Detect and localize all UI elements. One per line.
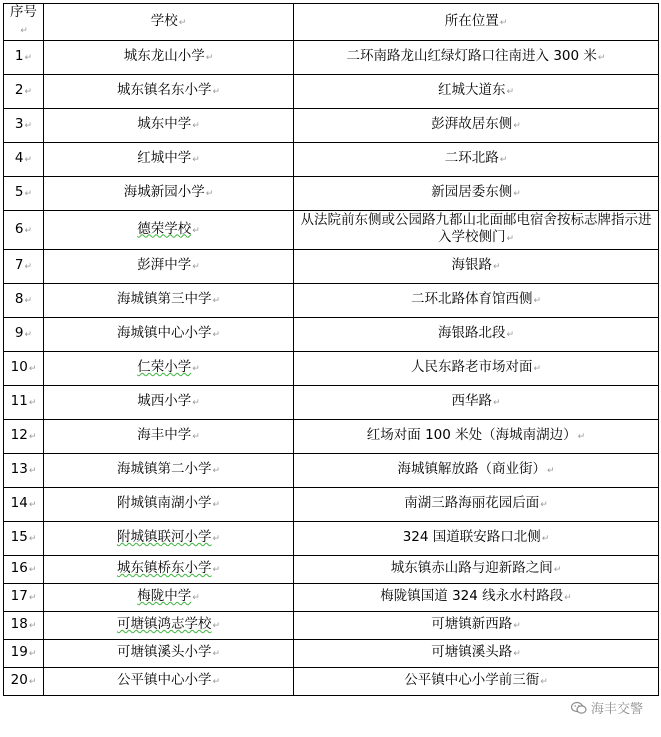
cell-school-text: 海城新园小学 [123, 184, 205, 200]
cell-no [4, 420, 44, 454]
cell-no [4, 454, 44, 488]
paragraph-mark: ↵ [212, 649, 221, 659]
paragraph-mark: ↵ [492, 398, 501, 408]
cell-location-text: 海城镇解放路（商业街） [397, 461, 546, 477]
cell-no-text: 8 [14, 291, 24, 307]
paragraph-mark: ↵ [24, 121, 33, 131]
cell-school [44, 318, 294, 352]
paragraph-mark: ↵ [212, 500, 221, 510]
cell-school-text: 城东镇名东小学 [116, 82, 212, 98]
cell-location [294, 522, 659, 556]
cell-location [294, 420, 659, 454]
cell-location-text: 可塘镇溪头路 [431, 644, 513, 660]
paragraph-mark: ↵ [28, 677, 37, 687]
watermark [571, 698, 643, 717]
cell-location [294, 640, 659, 668]
cell-location [294, 284, 659, 318]
cell-no-text: 7 [14, 257, 24, 273]
cell-no [4, 75, 44, 109]
cell-no-text: 13 [10, 461, 28, 477]
paragraph-mark: ↵ [28, 621, 37, 631]
paragraph-mark: ↵ [28, 500, 37, 510]
cell-no-text: 3 [14, 116, 24, 132]
cell-no [4, 41, 44, 75]
cell-school [44, 143, 294, 177]
paragraph-mark: ↵ [192, 121, 200, 131]
cell-no-text: 6 [14, 220, 24, 237]
paragraph-mark: ↵ [192, 398, 200, 408]
cell-school [44, 211, 294, 250]
watermark-text: 海丰交警 [590, 702, 643, 717]
cell-location [294, 177, 659, 211]
cell-no-text: 11 [10, 393, 28, 409]
paragraph-mark: ↵ [28, 432, 37, 442]
table-row [4, 352, 659, 386]
cell-no-text: 18 [10, 616, 28, 632]
cell-location-text: 海银路北段 [437, 325, 506, 341]
cell-school [44, 668, 294, 696]
cell-location-text: 红城大道东 [437, 82, 506, 98]
cell-no [4, 177, 44, 211]
cell-location [294, 668, 659, 696]
paragraph-mark: ↵ [192, 364, 200, 374]
paragraph-mark: ↵ [192, 155, 200, 165]
paragraph-mark: ↵ [513, 621, 521, 631]
cell-no-text: 10 [10, 359, 28, 375]
table-row [4, 488, 659, 522]
cell-location [294, 250, 659, 284]
table-row [4, 556, 659, 584]
cell-no-text: 19 [10, 644, 28, 660]
cell-location-text: 彭湃故居东侧 [431, 116, 513, 132]
paragraph-mark: ↵ [492, 262, 501, 272]
table-row [4, 109, 659, 143]
header-cell-no: 序号↵ [4, 4, 44, 41]
cell-location-text: 可塘镇新西路 [431, 616, 513, 632]
paragraph-mark: ↵ [192, 432, 200, 442]
cell-no-text: 17 [10, 588, 28, 604]
cell-school [44, 109, 294, 143]
cell-location [294, 318, 659, 352]
cell-school-text: 德荣学校 [137, 220, 192, 237]
cell-school-text: 城西小学 [137, 393, 192, 409]
cell-school-text: 梅陇中学 [137, 588, 192, 604]
cell-location [294, 143, 659, 177]
cell-location-text: 公平镇中心小学前三衙 [404, 672, 540, 688]
cell-location-text: 人民东路老市场对面 [410, 359, 533, 375]
cell-no [4, 352, 44, 386]
paragraph-mark: ↵ [28, 466, 37, 476]
paragraph-mark: ↵ [506, 234, 515, 244]
table-row [4, 75, 659, 109]
paragraph-mark: ↵ [28, 534, 37, 544]
table-row [4, 177, 659, 211]
paragraph-mark: ↵ [28, 565, 37, 575]
paragraph-mark: ↵ [28, 649, 37, 659]
cell-location-text: 从法院前东侧或公园路九都山北面邮电宿舍按标志牌指示进入学校侧门 [300, 212, 652, 245]
header-row [4, 4, 659, 41]
cell-location-text: 二环南路龙山红绿灯路口往南进入 300 米 [346, 48, 597, 64]
paragraph-mark: ↵ [24, 53, 33, 63]
cell-no [4, 522, 44, 556]
paragraph-mark: ↵ [24, 262, 33, 272]
cell-school [44, 522, 294, 556]
paragraph-mark: ↵ [577, 432, 586, 442]
cell-school [44, 640, 294, 668]
cell-location-text: 梅陇镇国道 324 线永水村路段 [380, 588, 564, 604]
cell-school [44, 420, 294, 454]
cell-location [294, 612, 659, 640]
header-cell-school: 学校↵ [44, 4, 294, 41]
cell-no [4, 284, 44, 318]
paragraph-mark: ↵ [212, 87, 221, 97]
cell-school-text: 公平镇中心小学 [116, 672, 212, 688]
cell-school-text: 仁荣小学 [137, 359, 192, 375]
paragraph-mark: ↵ [212, 565, 221, 575]
paragraph-mark: ↵ [597, 53, 606, 63]
paragraph-mark: ↵ [564, 593, 572, 603]
cell-no [4, 143, 44, 177]
paragraph-mark: ↵ [540, 500, 548, 510]
paragraph-mark: ↵ [24, 296, 33, 306]
cell-school [44, 612, 294, 640]
cell-school [44, 454, 294, 488]
paragraph-mark: ↵ [513, 121, 521, 131]
cell-no [4, 556, 44, 584]
paragraph-mark: ↵ [212, 677, 221, 687]
cell-no-text: 2 [14, 82, 24, 98]
paragraph-mark: ↵ [499, 155, 508, 165]
table-row [4, 612, 659, 640]
paragraph-mark: ↵ [513, 649, 521, 659]
cell-school-text: 彭湃中学 [137, 257, 192, 273]
cell-no-text: 15 [10, 529, 28, 545]
cell-no-text: 1 [14, 48, 24, 64]
paragraph-mark: ↵ [212, 330, 221, 340]
cell-school [44, 75, 294, 109]
table-row [4, 143, 659, 177]
paragraph-mark: ↵ [553, 565, 562, 575]
wechat-icon [571, 701, 587, 715]
cell-location-text: 红场对面 100 米处（海城南湖边） [366, 427, 577, 443]
cell-school [44, 284, 294, 318]
paragraph-mark: ↵ [28, 364, 37, 374]
cell-school-text: 海城镇中心小学 [116, 325, 212, 341]
cell-location [294, 584, 659, 612]
cell-location-text: 海银路 [451, 257, 492, 273]
paragraph-mark: ↵ [192, 225, 200, 236]
paragraph-mark: ↵ [546, 466, 555, 476]
cell-location-text: 324 国道联安路口北侧 [402, 529, 541, 545]
cell-school-text: 附城镇联河小学 [116, 529, 212, 545]
paragraph-mark: ↵ [28, 593, 37, 603]
header-cell-location: 所在位置↵ [294, 4, 659, 41]
paragraph-mark: ↵ [212, 621, 221, 631]
cell-school-text: 可塘镇溪头小学 [116, 644, 212, 660]
cell-no [4, 211, 44, 250]
cell-location-text: 城东镇赤山路与迎新路之间 [390, 560, 553, 576]
cell-no-text: 16 [10, 560, 28, 576]
cell-no [4, 584, 44, 612]
cell-location [294, 386, 659, 420]
table-row [4, 420, 659, 454]
cell-school-text: 附城镇南湖小学 [116, 495, 212, 511]
cell-no [4, 668, 44, 696]
cell-school [44, 556, 294, 584]
cell-no [4, 488, 44, 522]
paragraph-mark: ↵ [24, 189, 33, 199]
cell-location [294, 41, 659, 75]
cell-school [44, 584, 294, 612]
cell-no-text: 4 [14, 150, 24, 166]
paragraph-mark: ↵ [24, 155, 33, 165]
cell-school-text: 城东龙山小学 [123, 48, 205, 64]
cell-school [44, 352, 294, 386]
cell-no-text: 9 [14, 325, 24, 341]
cell-location-text: 南湖三路海丽花园后面 [404, 495, 540, 511]
cell-location [294, 488, 659, 522]
table-row [4, 211, 659, 250]
cell-school [44, 386, 294, 420]
cell-school-text: 海丰中学 [137, 427, 192, 443]
cell-location [294, 109, 659, 143]
cell-location [294, 454, 659, 488]
paragraph-mark: ↵ [205, 53, 214, 63]
paragraph-mark: ↵ [24, 87, 33, 97]
paragraph-mark: ↵ [513, 189, 521, 199]
paragraph-mark: ↵ [533, 364, 542, 374]
paragraph-mark: ↵ [192, 593, 200, 603]
paragraph-mark: ↵ [533, 296, 542, 306]
table-row [4, 454, 659, 488]
paragraph-mark: ↵ [212, 534, 221, 544]
cell-no-text: 5 [14, 184, 24, 200]
cell-no [4, 640, 44, 668]
paragraph-mark: ↵ [192, 262, 200, 272]
table-row [4, 284, 659, 318]
cell-location [294, 211, 659, 250]
cell-location-text: 二环北路体育馆西侧 [410, 291, 533, 307]
cell-no [4, 250, 44, 284]
cell-school-text: 红城中学 [137, 150, 192, 166]
cell-location-text: 新园居委东侧 [431, 184, 513, 200]
paragraph-mark: ↵ [205, 189, 214, 199]
paragraph-mark: ↵ [24, 225, 33, 236]
cell-no [4, 386, 44, 420]
table-row [4, 250, 659, 284]
paragraph-mark: ↵ [28, 398, 37, 408]
schools-table [3, 3, 659, 696]
cell-school-text: 城东镇桥东小学 [116, 560, 212, 576]
paragraph-mark: ↵ [506, 87, 515, 97]
cell-location [294, 352, 659, 386]
paragraph-mark: ↵ [212, 466, 221, 476]
paragraph-mark: ↵ [540, 677, 548, 687]
cell-school-text: 海城镇第三中学 [116, 291, 212, 307]
cell-location-text: 西华路 [451, 393, 492, 409]
cell-location [294, 556, 659, 584]
paragraph-mark: ↵ [24, 330, 33, 340]
paragraph-mark: ↵ [212, 296, 221, 306]
table-row [4, 386, 659, 420]
cell-school [44, 41, 294, 75]
table-row [4, 318, 659, 352]
cell-school-text: 海城镇第二小学 [116, 461, 212, 477]
table-row [4, 640, 659, 668]
cell-no-text: 14 [10, 495, 28, 511]
cell-school [44, 250, 294, 284]
cell-school-text: 城东中学 [137, 116, 192, 132]
cell-location-text: 二环北路 [444, 150, 499, 166]
cell-school [44, 177, 294, 211]
table-row [4, 584, 659, 612]
paragraph-mark: ↵ [541, 534, 550, 544]
table-row [4, 522, 659, 556]
cell-no-text: 12 [10, 427, 28, 443]
cell-location [294, 75, 659, 109]
cell-no [4, 109, 44, 143]
table-row [4, 41, 659, 75]
cell-no [4, 318, 44, 352]
cell-no [4, 612, 44, 640]
paragraph-mark: ↵ [506, 330, 515, 340]
cell-school-text: 可塘镇鸿志学校 [116, 616, 212, 632]
cell-no-text: 20 [10, 672, 28, 688]
table-row [4, 668, 659, 696]
cell-school [44, 488, 294, 522]
